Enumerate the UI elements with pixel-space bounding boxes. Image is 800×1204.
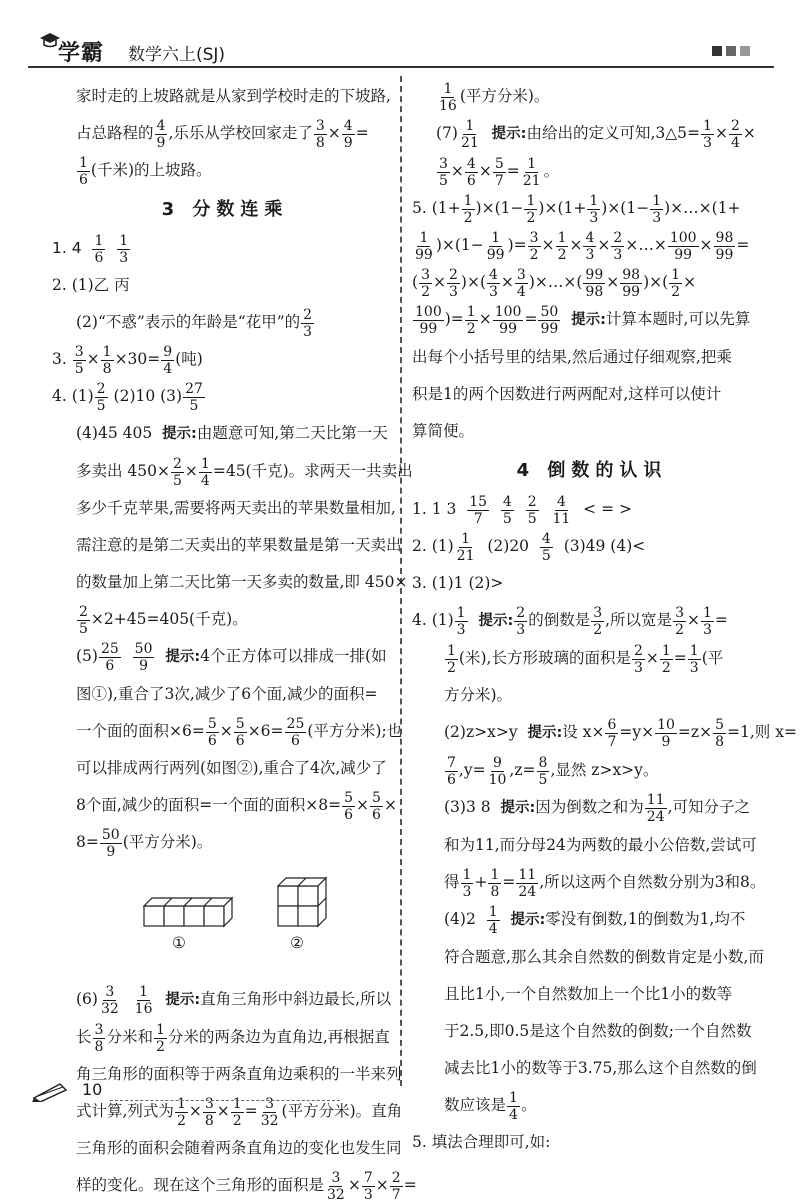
answer-2: 2. (1)乙 丙 [52,276,130,294]
text-line: 且比1小,一个自然数加上一个比1小的数等 [444,985,733,1003]
text-line: (5) $\frac{25}{6}$ $\frac{50}{9}$ 提示:4个正方体可以排成一排(如 [76,640,387,674]
text-line: 符合题意,那么其余自然数的倒数肯定是小数,而 [444,948,764,966]
text-line: $\frac{1}{99}$ )×(1− $\frac{1}{99}$ )= $\frac{3}{2}$ × $\frac{1}{2}$ × $\frac{4}{3}$ × $\frac{2}{3}$ ×…× $\frac{100}{99}$ × $\frac{98}{99}$ = [415,229,750,263]
text-line: 多少千克苹果,需要将两天卖出的苹果数量相加, [76,499,396,517]
cube-figures [52,861,398,981]
text-line: $\frac{1}{2}$ (米),长方形玻璃的面积是 $\frac{2}{3}$ × $\frac{1}{2}$ = $\frac{1}{3}$ (平 [447,642,724,676]
text-line: 8个面,减少的面积=一个面的面积×8= $\frac{5}{6}$ × $\frac{5}{6}$ × [76,789,397,823]
text-line: 的数量加上第二天比第一天多卖的数量,即 450× [76,573,408,591]
section-title: 3 分数连乘 [161,199,289,220]
decor-square [740,46,750,56]
text-line: 长 $\frac{3}{8}$ 分米和 $\frac{1}{2}$ 分米的两条边为直角边,再根据直 [76,1021,390,1055]
text-line: $\frac{3}{5}$ × $\frac{4}{6}$ × $\frac{5}{7}$ = $\frac{1}{21}$ 。 [439,155,560,189]
header-rule [28,66,774,68]
text-line: 多卖出 450× $\frac{2}{5}$ × $\frac{1}{4}$ =45(千克)。求两天一共卖出 [76,455,413,489]
brand-logo: 学霸 [58,40,105,66]
text-line: 三角形的面积会随着两条直角边的变化也发生同 [76,1139,402,1157]
text-line: 算简便。 [412,422,475,440]
text-line: (6) $\frac{3}{32}$ $\frac{1}{16}$ 提示:直角三角形中斜边最长,所以 [76,983,392,1017]
right-column [412,78,797,1161]
answer-5: 5. 填法合理即可,如: [412,1133,551,1151]
answer-3: 3. $\frac{3}{5}$ × $\frac{1}{8}$ ×30= $\frac{9}{4}$ (吨) [52,343,203,377]
text-line: 出每个小括号里的结果,然后通过仔细观察,把乘 [412,348,732,366]
text-line: 减去比1小的数等于3.75,那么这个自然数的倒 [444,1059,757,1077]
answer-5: 5. (1+ $\frac{1}{2}$ )×(1− $\frac{1}{2}$ )×(1+ $\frac{1}{3}$ )×(1− $\frac{1}{3}$ )×…×(1+ [412,192,741,226]
text-line: 得 $\frac{1}{3}$ + $\frac{1}{8}$ = $\frac{11}{24}$ ,所以这两个自然数分别为3和8。 [444,866,766,900]
answer-1: 1. 4 $\frac{1}{6}$ $\frac{1}{3}$ [52,232,129,266]
text-line: 家时走的上坡路就是从家到学校时走的下坡路, [76,87,391,105]
left-column [52,78,417,1204]
answer-3: 3. (1)1 (2)> [412,574,504,592]
text-line: 图①),重合了3次,减少了6个面,减少的面积= [76,685,378,703]
text-line: 于2.5,即0.5是这个自然数的倒数;一个自然数 [444,1022,752,1040]
text-line: 需注意的是第二天卖出的苹果数量是第一天卖出 [76,536,402,554]
section-title: 4 倒数的认识 [516,460,668,481]
page-number: 10 [82,1080,103,1099]
text-line: 式计算,列式为 $\frac{1}{2}$ × $\frac{3}{8}$ × $\frac{1}{2}$ = $\frac{3}{32}$ (平方分米)。直角 [76,1095,403,1129]
answer-4: 4. (1) $\frac{2}{5}$ (2)10 (3) $\frac{27}{5}$ [52,380,203,414]
text-line: 一个面的面积×6= $\frac{5}{6}$ × $\frac{5}{6}$ ×6= $\frac{25}{6}$ (平方分米);也 [76,715,403,749]
text-line: 8= $\frac{50}{9}$ (平方分米)。 [76,826,213,860]
text-line: (4)2 $\frac{1}{4}$ 提示:零没有倒数,1的倒数为1,均不 [444,903,746,937]
text-line: ( $\frac{3}{2}$ × $\frac{2}{3}$ )×( $\frac{4}{3}$ × $\frac{3}{4}$ )×…×( $\frac{99}{98}$ × $\frac{98}{99}$ )×( $\frac{1}{2}$ × [412,266,697,300]
text-line: 样的变化。现在这个三角形的面积是 $\frac{3}{32}$ × $\frac{7}{3}$ × $\frac{2}{7}$ = [76,1169,417,1203]
answer-1: 1. 1 3 $\frac{15}{7}$ $\frac{4}{5}$ $\frac{2}{5}$ $\frac{4}{11}$ < = > [412,493,632,527]
text-line: $\frac{7}{6}$ ,y= $\frac{9}{10}$ ,z= $\frac{8}{5}$ ,显然 z>x>y。 [447,754,659,788]
text-line: $\frac{100}{99}$ )= $\frac{1}{2}$ × $\frac{100}{99}$ = $\frac{50}{99}$ 提示:计算本题时,可以先算 [415,303,751,337]
text-line: (7) $\frac{1}{21}$ 提示:由给出的定义可知,3△5= $\frac{1}{3}$ × $\frac{2}{4}$ × [436,117,756,151]
cube-arrangement-figure [52,861,398,981]
text-line: $\frac{2}{5}$ ×2+45=405(千克)。 [79,603,248,637]
text-line: 占总路程的 $\frac{4}{9}$ ,乐乐从学校回家走了 $\frac{3}{8}$ × $\frac{4}{9}$ = [76,117,369,151]
figure-label-1: ① [172,934,186,952]
text-line: 和为11,而分母24为两数的最小公倍数,尝试可 [444,836,757,854]
text-line: 可以排成两行两列(如图②),重合了4次,减少了 [76,759,387,777]
text-line: (3)3 8 提示:因为倒数之和为 $\frac{11}{24}$ ,可知分子之 [444,791,751,825]
page-header [28,30,774,70]
text-line: (4)45 405 提示:由题意可知,第二天比第一天 [76,424,388,442]
answer-2: 2. (1) $\frac{1}{21}$ (2)20 $\frac{4}{5}$ (3)49 (4)< [412,530,646,564]
text-line: 方分米)。 [444,686,513,704]
decor-square [712,46,722,56]
book-title: 数学六上(SJ) [128,45,226,65]
figure-label-2: ② [290,934,304,952]
answer-4: 4. (1) $\frac{1}{3}$ 提示: $\frac{2}{3}$ 的倒数是 $\frac{3}{2}$ ,所以宽是 $\frac{3}{2}$ × $\frac{1}{3}$ = [412,604,728,638]
text-line: 数应该是 $\frac{1}{4}$ 。 [444,1089,537,1123]
footer-rule [110,1100,340,1102]
text-line: $\frac{1}{6}$ (千米)的上坡路。 [79,154,212,188]
text-line: $\frac{1}{16}$ (平方分米)。 [439,80,550,114]
pencil-icon [30,1080,74,1102]
text-line: (2)z>x>y 提示:设 x× $\frac{6}{7}$ =y× $\frac{10}{9}$ =z× $\frac{5}{8}$ =1,则 x= [444,716,797,750]
text-line: (2)“不惑”表示的年龄是“花甲”的 $\frac{2}{3}$ [76,306,313,340]
text-line: 角三角形的面积等于两条直角边乘积的一半来列 [76,1065,402,1083]
text-line: 积是1的两个因数进行两两配对,这样可以使计 [412,385,722,403]
decor-square [726,46,736,56]
